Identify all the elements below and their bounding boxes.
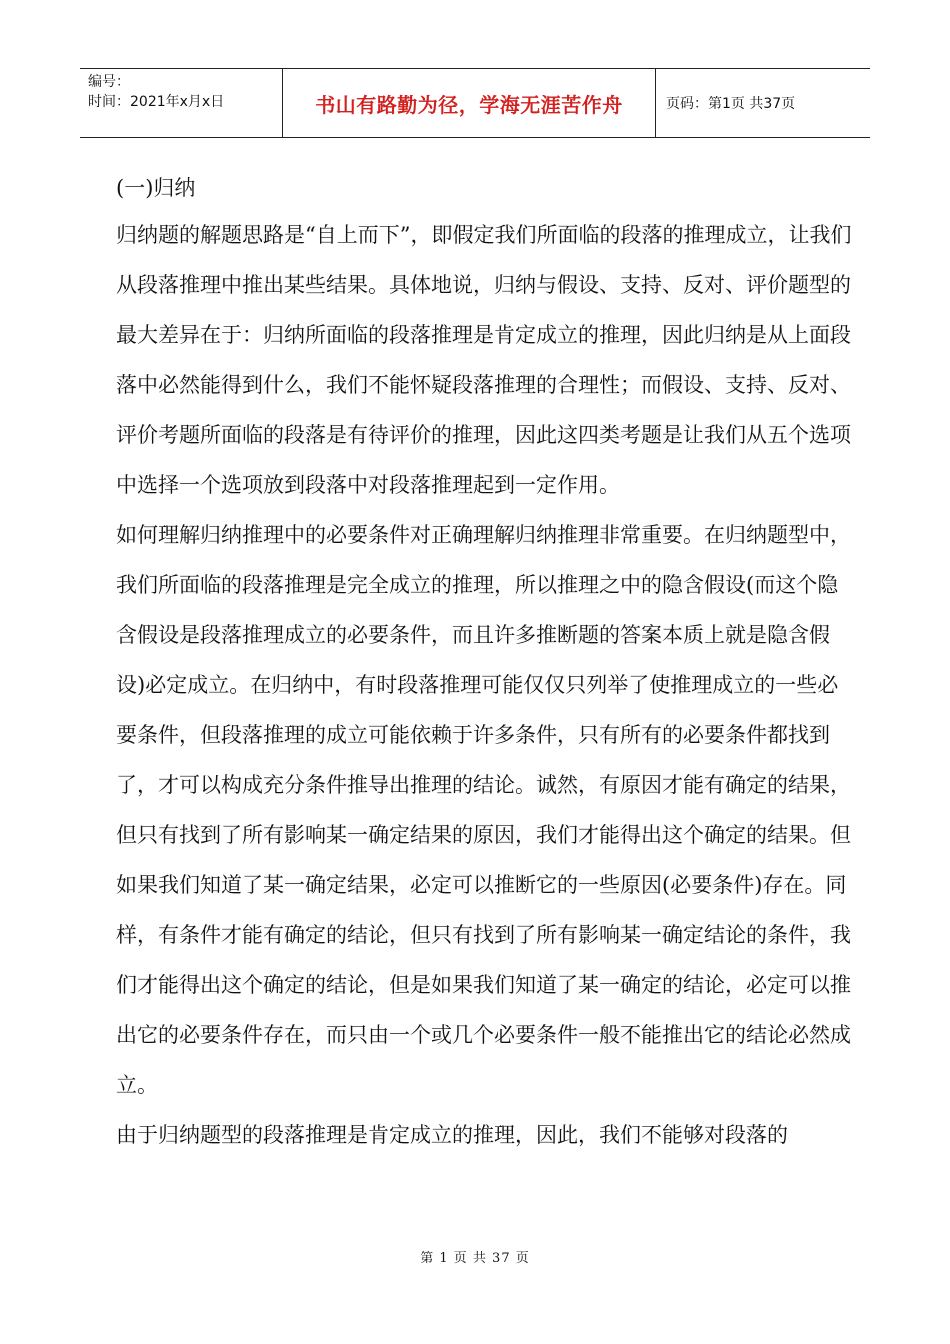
page-footer: 第 1 页 共 37 页 <box>420 1251 530 1266</box>
paragraph-2: 如何理解归纳推理中的必要条件对正确理解归纳推理非常重要。在归纳题型中，我们所面临的段落推理是完全成立的推理，所以推理之中的隐含假设(而这个隐含假设是段落推理成立的必要条件，而且许多推断题的答案本质上就是隐含假设)必定成立。在归纳中，有时段落推理可能仅仅只列举了使推理成立的一些必要条件，但段落推理的成立可能依赖于许多条件，只有所有的必要条件都找到了，才可以构成充分条件推导出推理的结论。诚然，有原因才能有确定的结果，但只有找到了所有影响某一确定结果的原因，我们才能得出这个确定的结果。但如果我们知道了某一确定结果，必定可以推断它的一些原因(必要条件)存在。同样，有条件才能有确定的结论，但只有找到了所有影响某一确定结论的条件，我们才能得出这个确定的结论，但是如果我们知道了某一确定的结论，必定可以推出它的必要条件存在，而只由一个或几个必要条件一般不能推出它的结论必然成立。 <box>116 523 851 1097</box>
header-page-cell <box>656 69 870 137</box>
page-header <box>80 68 870 138</box>
document-body <box>116 166 856 1160</box>
section-heading: (一)归纳 <box>116 176 196 200</box>
header-motto: 书山有路勤为径，学海无涯苦作舟 <box>315 92 623 117</box>
header-meta-cell <box>80 69 282 137</box>
header-motto-cell <box>282 69 656 137</box>
paragraph-1: 归纳题的解题思路是“自上而下”，即假定我们所面临的段落的推理成立，让我们从段落推理中推出某些结果。具体地说，归纳与假设、支持、反对、评价题型的最大差异在于：归纳所面临的段落推理是肯定成立的推理，因此归纳是从上面段落中必然能得到什么，我们不能怀疑段落推理的合理性；而假设、支持、反对、评价考题所面临的段落是有待评价的推理，因此这四类考题是让我们从五个选项中选择一个选项放到段落中对段落推理起到一定作用。 <box>116 223 852 497</box>
header-page-number: 页码：第1页 共37页 <box>666 96 796 112</box>
paragraph-3: 由于归纳题型的段落推理是肯定成立的推理，因此，我们不能够对段落的 <box>116 1123 788 1147</box>
document-number-label: 编号： <box>88 74 130 90</box>
document-date-label: 时间：2021年x月x日 <box>88 94 225 110</box>
